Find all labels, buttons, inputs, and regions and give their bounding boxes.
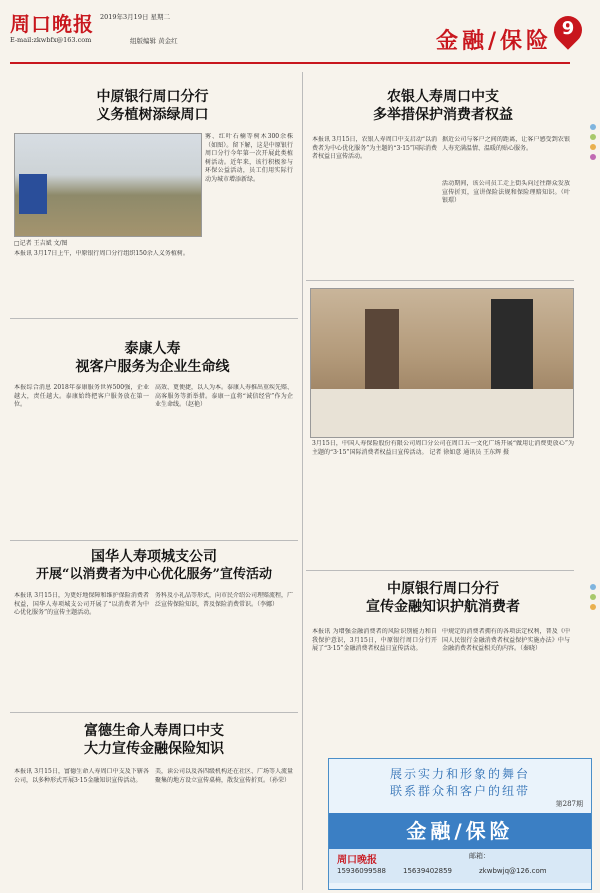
article-body: 本报讯 3月15日，富德生命人寿周口中支及下辖各公司，以多种形式开展3·15金融知识宣传活动。 xyxy=(14,768,149,784)
headline-line-1: 农银人寿周口中支 xyxy=(387,89,499,105)
paper-logo: 周口晚报 xyxy=(10,12,94,36)
editor-line: 组版编辑 黄金红 xyxy=(130,37,178,45)
article-guohua-life xyxy=(10,548,298,584)
headline-line-1: 富德生命人寿周口中支 xyxy=(84,723,224,739)
article-body-column-3: 活动期间，该公司员工走上街头向过往群众发放宣传折页，宣讲保险法规和保险理赔知识。（叶银璟） xyxy=(442,180,570,205)
photo-byline: □记者 王吉斌 文/图 xyxy=(14,240,68,247)
headline-line-1: 中原银行周口分行 xyxy=(96,89,209,105)
headline-line-1: 中原银行周口分行 xyxy=(387,581,499,597)
section-title: 金融/保险 xyxy=(435,28,552,54)
headline-line-2: 多举措保护消费者权益 xyxy=(373,107,513,123)
banner-shape xyxy=(19,174,47,214)
issue-date: 2019年3月19日 星期二 xyxy=(100,13,171,21)
ad-issue-number: 第287期 xyxy=(555,800,583,808)
table-shape xyxy=(311,389,573,437)
headline-line-2: 开展“以消费者为中心优化服务”宣传活动 xyxy=(36,567,272,582)
article-abc-life xyxy=(308,88,578,124)
article-zhongyuan-trees xyxy=(10,88,295,124)
column-divider xyxy=(302,72,303,890)
dot-icon xyxy=(590,144,596,150)
ad-contact-bar xyxy=(329,849,591,883)
article-body-column-2: 美，读公司以及各四级机构还在社区、广场等人流量聚集的地方设立宣传桌椅，散发宣传折页。（孙荣） xyxy=(155,768,293,784)
article-body-column-2: 高效、更便捷，以人为本。泰康人寿推出重疾先赔、高客服务等新举措。泰康一直将“诚信经营”作为企业生命线。（赵艳） xyxy=(155,384,293,409)
ad-email: zkwbwjq@126.com xyxy=(479,867,547,875)
dot-icon xyxy=(590,604,596,610)
dot-icon xyxy=(590,124,596,130)
dot-icon xyxy=(590,594,596,600)
article-divider xyxy=(10,540,298,541)
article-body: 本报讯 为增强金融消费者的风险识别能力和自我保护意识，3月15日，中原银行周口分行开展了“3·15”金融消费者权益日宣传活动。 xyxy=(312,628,437,653)
article-taikang xyxy=(10,340,295,376)
ad-phone-1: 15936099588 xyxy=(337,867,386,875)
headline-line-2: 大力宣传金融保险知识 xyxy=(84,741,224,757)
tree-planting-photo xyxy=(14,133,202,237)
article-divider xyxy=(306,570,574,571)
decorative-dots xyxy=(588,580,598,614)
masthead-rule xyxy=(10,62,570,64)
headline-line-2: 宣传金融知识护航消费者 xyxy=(366,599,520,615)
headline-line-1: 国华人寿项城支公司 xyxy=(91,549,217,565)
consumer-day-event-photo xyxy=(310,288,574,438)
ad-title: 金融/保险 xyxy=(329,813,591,849)
article-body-column-2: 中规定的消费者拥有的各项法定权利，普及《中国人民银行金融消费者权益保护实施办法》中与金融消费者权益相关的内容。（秦晓） xyxy=(442,628,570,653)
ad-slogan-2: 联系群众和客户的纽带 xyxy=(389,784,530,798)
ad-contact-label: 邮箱： xyxy=(469,852,490,860)
ad-slogan-1: 展示实力和形象的舞台 xyxy=(389,767,530,781)
page-number: 9 xyxy=(561,18,575,39)
ad-paper-name: 周口晚报 xyxy=(337,855,377,866)
article-body: 本报综合消息 2018年泰康服务世界500强，企业越大，责任越大。泰康始终把客户服务放在第一位。 xyxy=(14,384,149,409)
article-zhongyuan-finance xyxy=(308,580,578,616)
headline-line-1: 泰康人寿 xyxy=(124,341,181,357)
article-body: 本报讯 3月17日上午，中原银行周口分行组织150余人义务植树。 xyxy=(14,250,189,257)
dot-icon xyxy=(590,154,596,160)
dot-icon xyxy=(590,134,596,140)
article-body: 本报讯 3月15日，农银人寿周口中支启动“以消费者为中心优化服务”为主题的“3·15”国际消费者权益日宣传活动。 xyxy=(312,136,437,161)
ad-phone-2: 15639402859 xyxy=(403,867,452,875)
decorative-dots xyxy=(588,120,598,164)
photo-caption: 3月15日，中国人寿保险股份有限公司周口分公司在周口五一文化广场开展“做用让消费更放心”为主题的“3·15”国际消费者权益日宣传活动。 记者 徐如意 通讯员 王东辉 摄 xyxy=(312,440,574,456)
email-line: E-mail:zkwbfx@163.com xyxy=(10,36,92,44)
article-body-column-2: 雾、红叶石楠等树木300余株（如图）。留下解，这是中原银行周口分行今年第一次开展此类植树活动。近年来，该行积极参与环保公益活动，员工们用实际行动为城市增添新绿。 xyxy=(205,133,293,183)
article-fude-life xyxy=(10,722,298,758)
article-body: 本报讯 3月15日，为更好地保障和维护保险消费者权益，国华人寿项城支公司开展了“以消费者为中心优化服务”的宣传主题活动。 xyxy=(14,592,149,617)
article-divider xyxy=(306,280,574,281)
headline-line-2: 义务植树添绿周口 xyxy=(96,107,209,123)
dot-icon xyxy=(590,584,596,590)
advertisement-box xyxy=(328,758,592,890)
article-divider xyxy=(10,318,298,319)
article-body-column-2: 务科及小礼品等形式，向市民介绍公司理赔流程，广泛宣传保险知识，普及保险消费常识。（李娜） xyxy=(155,592,293,608)
headline-line-2: 视客户服务为企业生命线 xyxy=(75,359,230,375)
article-divider xyxy=(10,712,298,713)
masthead xyxy=(10,6,590,70)
article-body-column-2: 据近公司与客户之间的距离，让客户感受到农银人寿充满温情、温暖的贴心服务。 xyxy=(442,136,570,152)
